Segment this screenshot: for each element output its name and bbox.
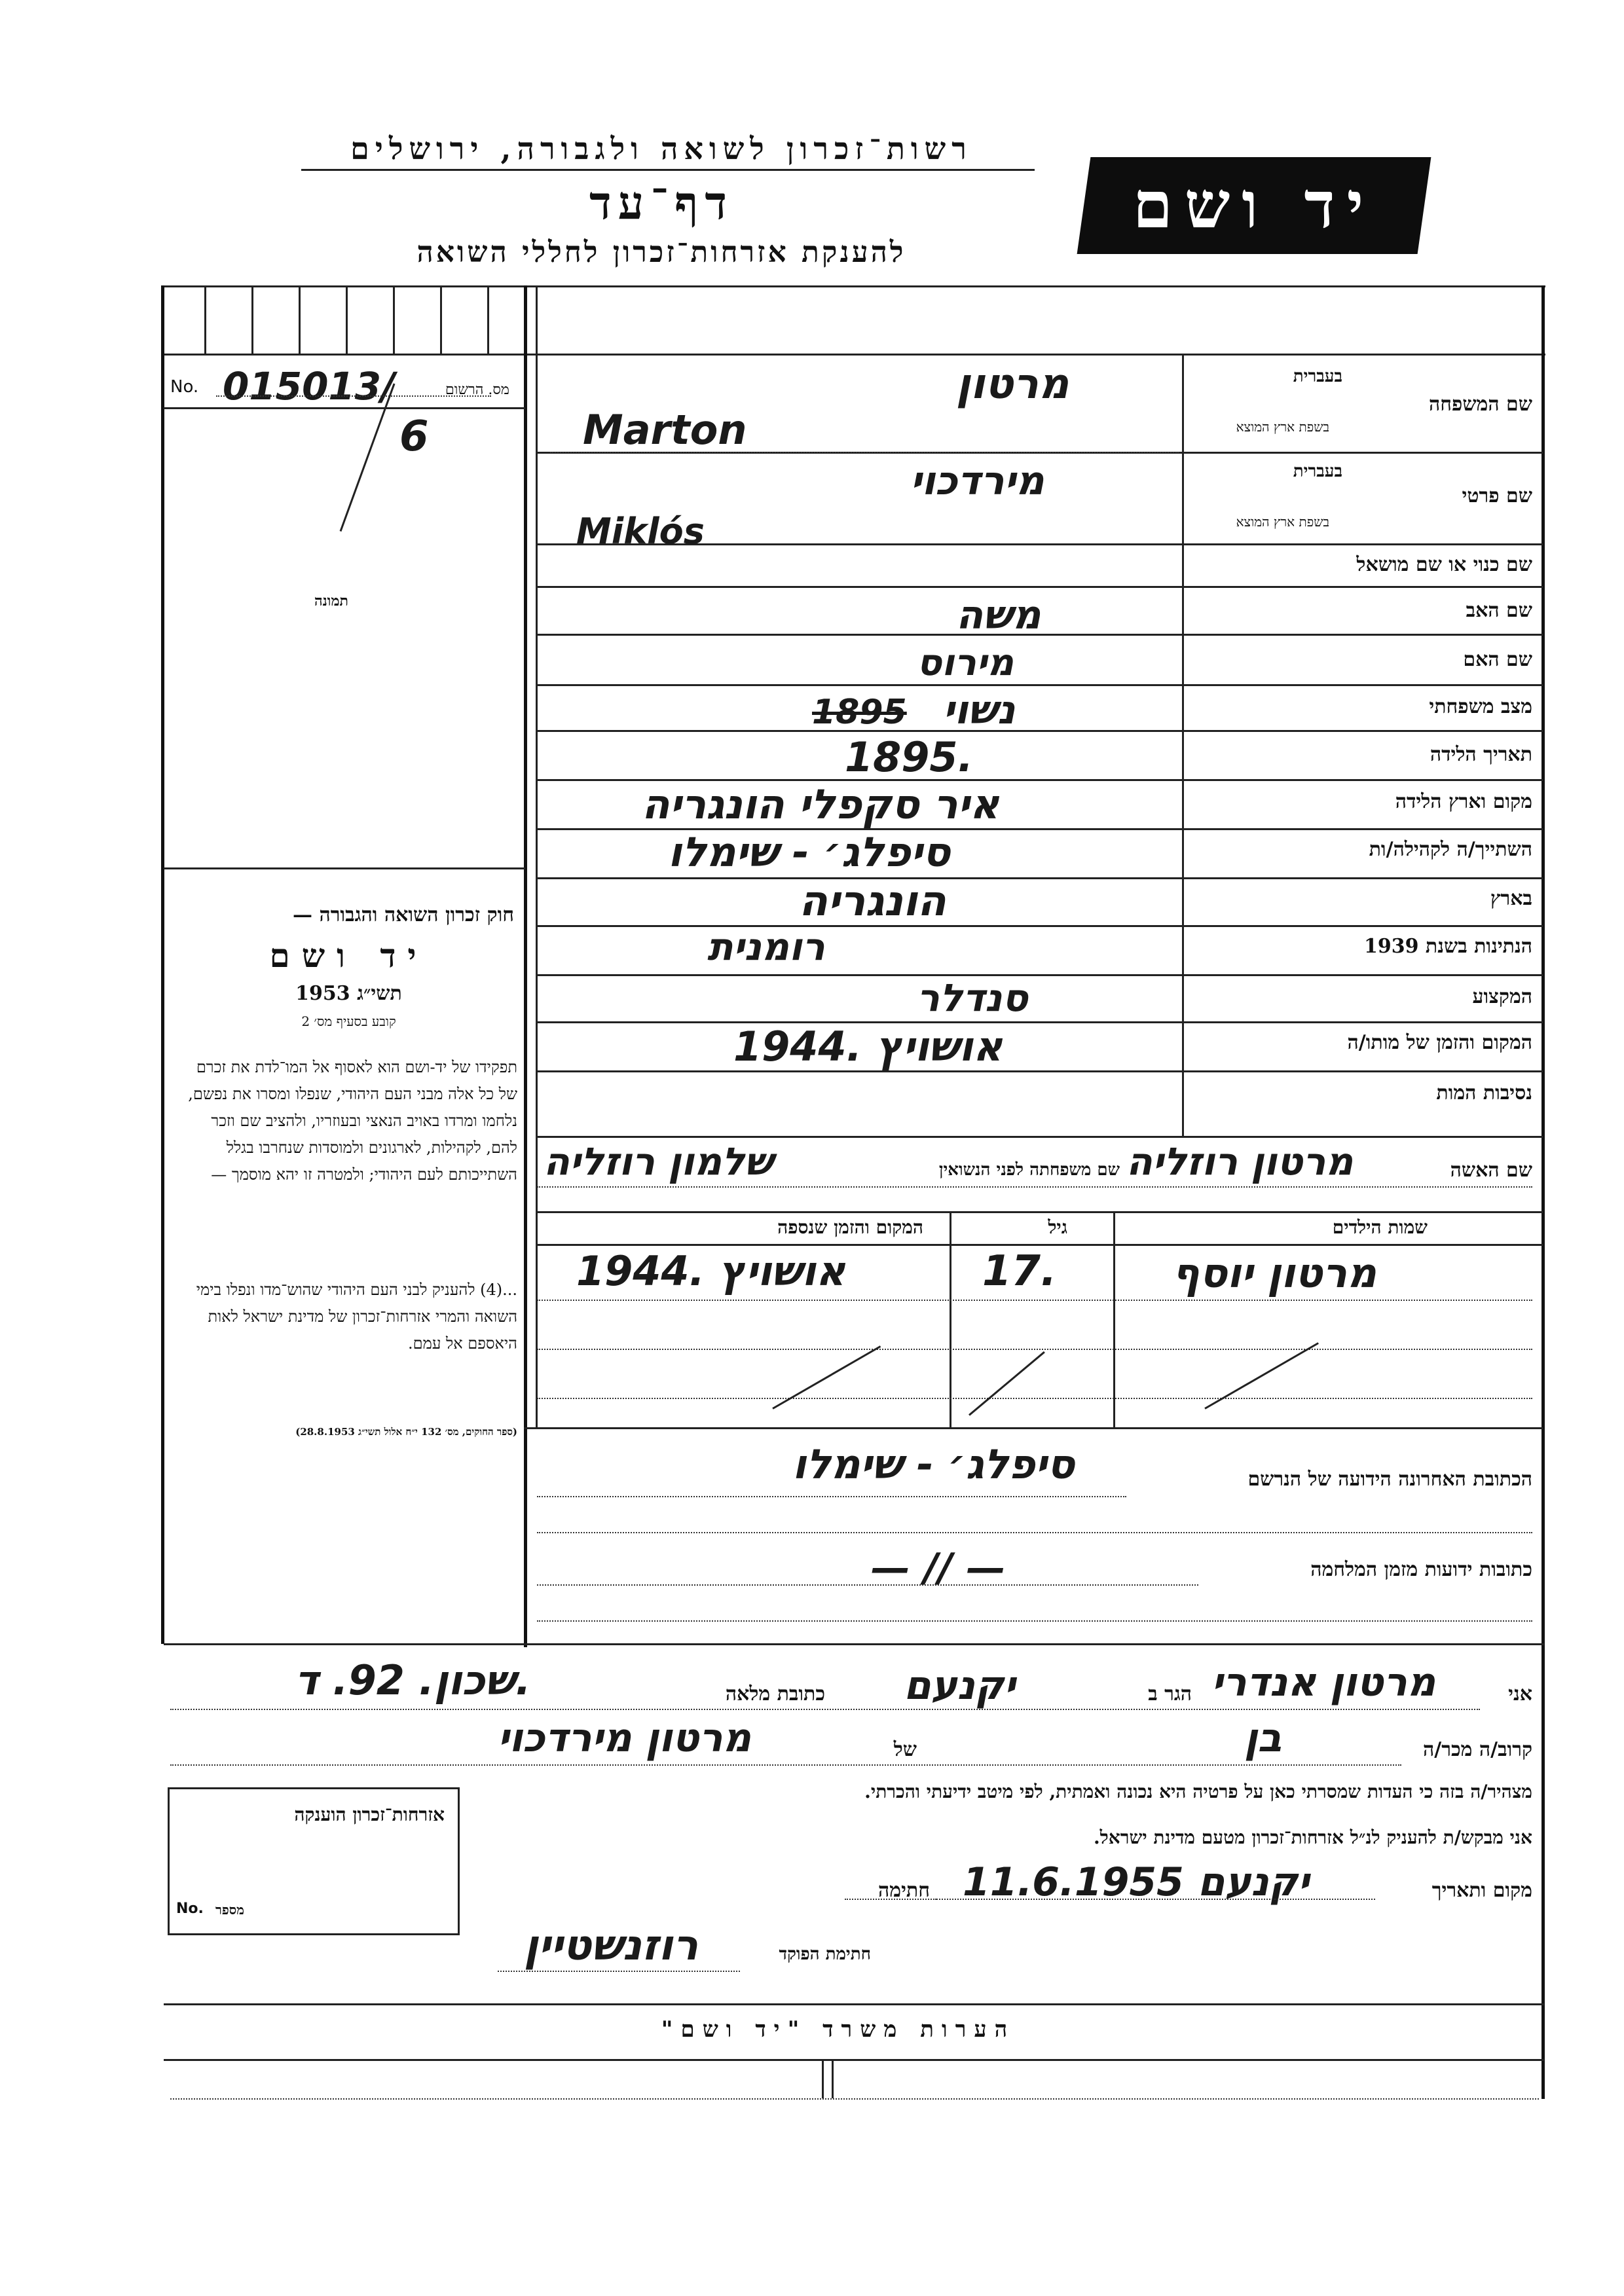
children-header-names: שמות הילדים — [1332, 1216, 1428, 1238]
marital-label: מצב משפחתי — [1429, 695, 1532, 718]
declarant-i-label: אני — [1508, 1683, 1532, 1705]
country-value: הונגריה — [799, 877, 946, 926]
registration-row — [170, 364, 524, 409]
child-age-value: 17. — [982, 1247, 1057, 1296]
yad-vashem-logo — [1077, 157, 1431, 254]
child-name-value: מרטון יוסף — [1172, 1249, 1376, 1297]
marital-struck-value: 1895 — [812, 693, 907, 732]
child-name-strike — [1204, 1342, 1319, 1410]
no-label: No. — [170, 377, 199, 397]
wartime-address-label: כתובות ידועות מזמן המלחמה — [1310, 1558, 1532, 1581]
photo-label: תמונה — [314, 592, 348, 610]
sidebar-divider — [524, 285, 527, 1647]
declarant-address-label: כתובת מלאה — [725, 1683, 825, 1705]
declarant-address-value: שכון. 92. ד. — [295, 1656, 531, 1704]
citizenship-box — [168, 1787, 460, 1935]
birth-place-label: מקום וארץ הלידה — [1395, 790, 1532, 813]
tick-2 — [251, 285, 253, 354]
law-title: חוק זכרון השואה והגבורה — — [293, 903, 514, 926]
country-label: בארץ — [1490, 887, 1532, 910]
child-row-2 — [537, 1349, 1532, 1350]
last-address-label: הכתובת האחרונה הידועה של הנרשם — [1247, 1468, 1532, 1491]
frame-right-border — [1541, 285, 1545, 2099]
child-row-1 — [537, 1300, 1532, 1301]
place-date-value: יקנעם 11.6.1955 — [963, 1859, 1310, 1905]
signature-dotline — [936, 1899, 1375, 1900]
office-col-divider-2 — [832, 2059, 834, 2098]
photo-box-bottom — [164, 867, 525, 869]
declarant-dotline-2 — [170, 1764, 1401, 1766]
citizenship-label: הנתינות בשנת 1939 — [1363, 935, 1532, 958]
row-sep-2 — [536, 586, 1543, 588]
tick-1 — [204, 285, 206, 354]
last-address-dotline — [537, 1496, 1126, 1497]
officer-dotline — [498, 1971, 740, 1972]
surname-label: שם המשפחה — [1428, 393, 1532, 416]
law-year: תשי״ג 1953 — [295, 982, 402, 1005]
birth-place-value: איר סקפלי הונגריה — [642, 780, 1000, 828]
registration-suffix: 6 — [399, 412, 429, 461]
marital-value: נשוי — [943, 687, 1016, 733]
surname-dotline — [550, 452, 1179, 453]
addresses-bottom — [164, 1643, 1544, 1645]
declarant-resides-value: יקנעם — [904, 1663, 1016, 1709]
mother-label: שם האם — [1463, 648, 1532, 671]
row-sep-9 — [536, 925, 1543, 927]
row-sep-4 — [536, 684, 1543, 686]
registration-label: מס. הרשום — [445, 382, 509, 398]
signature-label: חתימה — [878, 1879, 930, 1902]
children-bottom — [524, 1427, 1543, 1429]
form-title: דף־עד — [589, 175, 733, 230]
row-sep-12 — [536, 1070, 1543, 1072]
father-value: משה — [956, 592, 1041, 638]
declarant-name-value: מרטון אנדרי — [1211, 1660, 1436, 1705]
officer-signature: רוזנשטיין — [524, 1922, 699, 1970]
wife-value: מרטון רוזליה — [1126, 1139, 1354, 1184]
wartime-address-value: — // — — [871, 1545, 1006, 1591]
of-label: של — [893, 1738, 917, 1761]
community-value: סיפלג׳ - שימלו — [668, 828, 951, 876]
row-sep-10 — [536, 974, 1543, 976]
wartime-dotline — [537, 1584, 1198, 1586]
authority-underline — [301, 169, 1035, 171]
citizenship-box-title: אזרחות־זכרון הוענקה — [294, 1804, 445, 1825]
profession-value: סנדלר — [917, 975, 1028, 1020]
child-age-strike — [969, 1351, 1045, 1416]
first-name-origin-label: בשפת ארץ המוצא — [1236, 514, 1329, 530]
surname-origin-value: Marton — [583, 406, 747, 454]
surname-hebrew-value: מרטון — [956, 360, 1069, 409]
children-header-age: גיל — [1048, 1216, 1067, 1238]
surname-hebrew-label: בעברית — [1293, 367, 1342, 386]
citizenship-value: רומנית — [707, 924, 825, 969]
citizenship-box-number-label: מספר — [215, 1902, 244, 1918]
statement-text: מצהיר/ה בזה כי העדות שמסרתי כאן על פרטיה היא נכונה ואמתית, לפי מיטב ידיעתי והכרתי. — [864, 1781, 1532, 1802]
request-text: אני מבקש/ת להעניק לנ״ל אזרחות־זכרון מטעם מדינת ישראל. — [1093, 1827, 1532, 1848]
father-label: שם האב — [1466, 599, 1532, 622]
children-col-1 — [950, 1211, 951, 1427]
law-clause: קובע בסעיף מס׳ 2 — [301, 1013, 396, 1029]
first-name-hebrew-label: בעברית — [1293, 462, 1342, 481]
office-notes-title: הערות משרד "יד ושם" — [661, 2016, 1016, 2043]
registration-dots — [216, 395, 491, 397]
logo-text: יד ושם — [1132, 168, 1376, 243]
death-label: המקום והזמן של מותו/ה — [1347, 1031, 1532, 1054]
wife-maiden-label: שם משפחתה לפני הנשואין — [938, 1160, 1120, 1180]
citizenship-box-no-label: No. — [176, 1901, 204, 1917]
wife-label: שם האשה — [1450, 1159, 1532, 1182]
wartime-dotline-2 — [537, 1620, 1532, 1622]
birth-date-value: 1895. — [845, 733, 974, 781]
sidebar-divider-inner — [536, 285, 538, 1428]
child-place-value: 1944. אושויץ — [576, 1247, 846, 1295]
child-row-3 — [537, 1398, 1532, 1399]
mother-value: מירוס — [917, 642, 1014, 684]
relation-label: קרוב/ה מכר/ה — [1423, 1738, 1532, 1761]
row-sep-5 — [536, 730, 1543, 732]
nickname-label: שם כנוי או שם מושאל — [1356, 553, 1532, 576]
declarant-dotline-1 — [170, 1709, 1480, 1710]
children-header-line — [536, 1244, 1543, 1246]
frame-top — [164, 285, 1545, 287]
relation-value: בן — [1244, 1715, 1282, 1761]
surname-origin-label: בשפת ארץ המוצא — [1236, 419, 1329, 435]
of-name-value: מרטון מירדכוי — [498, 1715, 752, 1761]
form-subtitle: להענקת אזרחות־זכרון לחללי השואה — [416, 236, 906, 269]
office-col-divider-1 — [822, 2059, 824, 2098]
frame-top-2 — [164, 354, 1545, 355]
label-column-divider — [1182, 354, 1184, 1136]
tick-3 — [299, 285, 301, 354]
place-date-dotline — [845, 1899, 936, 1900]
declarant-resides-label: הגר ב — [1148, 1683, 1192, 1705]
profession-label: המקצוע — [1472, 985, 1532, 1008]
children-col-2 — [1113, 1211, 1115, 1427]
death-value: 1944. אושויץ — [733, 1023, 1003, 1070]
last-address-dotline-2 — [537, 1532, 1532, 1533]
officer-label: חתימת הפוקד — [779, 1944, 871, 1964]
last-address-value: סיפלג׳ - שימלו — [792, 1440, 1075, 1488]
office-dotline — [170, 2098, 1539, 2100]
child-place-strike — [772, 1345, 881, 1410]
row-sep-8 — [536, 877, 1543, 879]
row-sep-13 — [536, 1136, 1543, 1138]
registration-number: 015013/ — [223, 364, 396, 409]
office-top — [164, 2003, 1544, 2005]
office-sep — [164, 2059, 1544, 2061]
row-sep-11 — [536, 1021, 1543, 1023]
community-label: השתייך/ה לקהילה/ות — [1369, 838, 1532, 861]
birth-date-label: תאריך הלידה — [1430, 743, 1532, 766]
tick-4 — [346, 285, 348, 354]
children-header-place: המקום והזמן שנספה — [777, 1216, 923, 1238]
law-citation: (ספר החוקים, מס׳ 132 י״ח אלול תשי״ג 28.8.1953) — [295, 1426, 517, 1438]
row-sep-3 — [536, 634, 1543, 636]
first-name-label: שם פרטי — [1462, 484, 1532, 507]
law-body: תפקידו של יד-ושם הוא לאסוף אל המו־לדת את זכרם של כל אלה מבני העם היהודי, שנפלו ומסרו את נפשם, נלחמו ומרדו באויב הנאצי ובעוזריו, ולהציב שם וזכר להם, לקהילות, לארגונים ולמוסדות שנחרבו בגלל השתייכותם לעם היהודי; ולמטרה זו יהא מוסמך — — [188, 1058, 517, 1184]
wife-maiden-value: שלמון רוזליה — [544, 1139, 773, 1184]
tick-7 — [487, 285, 489, 354]
first-name-hebrew-value: מירדכוי — [910, 458, 1044, 504]
wife-dotline — [537, 1186, 1532, 1188]
photo-box-top — [164, 407, 525, 409]
law-clause-4: ...(4) להעניק לבני העם היהודי שהוש־מדו ונפלו בימי השואה והמרי אזרחות־זכרון של מדינת ישראל לאות היאספם אל עמם. — [196, 1281, 517, 1353]
frame-left-border — [161, 285, 164, 1644]
tick-6 — [440, 285, 442, 354]
tick-5 — [393, 285, 395, 354]
first-name-origin-value: Miklós — [576, 511, 705, 552]
law-name: יד ושם — [269, 936, 428, 975]
place-date-label: מקום ותאריך — [1431, 1879, 1532, 1902]
children-top — [536, 1211, 1543, 1213]
authority-line: רשות־זכרון לשואה ולגבורה, ירושלים — [350, 131, 972, 166]
death-circumstances-label: נסיבות המות — [1436, 1082, 1532, 1104]
